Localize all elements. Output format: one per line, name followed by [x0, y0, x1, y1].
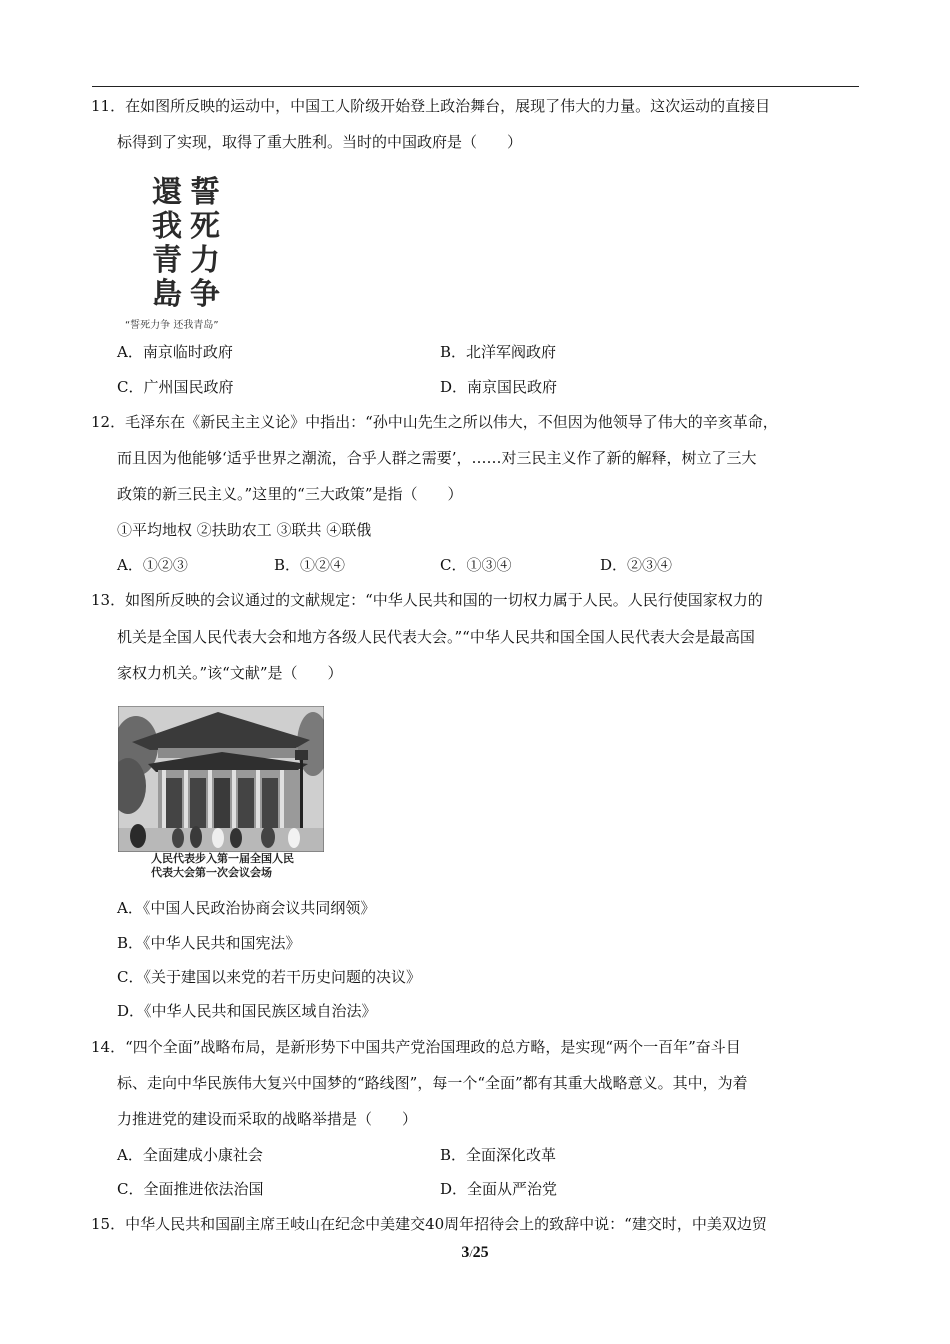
slogan-char: 誓	[190, 175, 220, 210]
slogan-char: 還	[152, 175, 182, 210]
header-rule	[92, 86, 859, 87]
slogan-column-left	[149, 176, 185, 312]
q14-option-d[interactable]: D．全面从严治党	[440, 1180, 558, 1198]
q11-option-a[interactable]: A．南京临时政府	[117, 343, 233, 361]
slogan-char: 我	[152, 209, 182, 244]
q13-option-b[interactable]: B．《中华人民共和国宪法》	[117, 934, 301, 952]
page-sep: /	[469, 1246, 473, 1260]
q12-option-b[interactable]: B．①②④	[274, 556, 346, 574]
q12-line-2: 而且因为他能够‘适乎世界之潮流，合乎人群之需要’，……对三民主义作了新的解释，树立了三大	[117, 449, 757, 467]
slogan-char: 争	[190, 277, 220, 312]
q11-line-2: 标得到了实现，取得了重大胜利。当时的中国政府是（ ）	[117, 133, 523, 151]
slogan-char: 青	[152, 243, 182, 278]
q12-line-1: 12．毛泽东在《新民主主义论》中指出：“孙中山先生之所以伟大，不但因为他领导了伟大的辛亥革命，	[91, 413, 778, 431]
q14-line-3: 力推进党的建设而采取的战略举措是（ ）	[117, 1110, 418, 1128]
slogan-char: 力	[190, 243, 220, 278]
hall-photo-caption-2: 代表大会第一次会议会场	[151, 866, 272, 879]
hall-photo-image	[118, 706, 324, 852]
q11-option-d[interactable]: D．南京国民政府	[440, 378, 558, 396]
page-current: 3	[461, 1244, 470, 1261]
q14-option-c[interactable]: C．全面推进依法治国	[117, 1180, 264, 1198]
q12-option-a[interactable]: A．①②③	[117, 556, 188, 574]
q13-option-d[interactable]: D．《中华人民共和国民族区域自治法》	[117, 1002, 377, 1020]
q13-line-3: 家权力机关。”该“文献”是（ ）	[117, 664, 343, 682]
q14-option-b[interactable]: B．全面深化改革	[440, 1146, 557, 1164]
page-number	[0, 1244, 950, 1262]
q12-line-3: 政策的新三民主义。”这里的“三大政策”是指（ ）	[117, 485, 463, 503]
q13-option-c[interactable]: C．《关于建国以来党的若干历史问题的决议》	[117, 968, 421, 986]
q14-line-1: 14．“四个全面”战略布局，是新形势下中国共产党治国理政的总方略，是实现“两个一百年”奋斗目	[91, 1038, 741, 1056]
slogan-char: 死	[190, 209, 220, 244]
q14-line-2: 标、走向中华民族伟大复兴中国梦的“路线图”，每一个“全面”都有其重大战略意义。其中，为着	[117, 1074, 748, 1092]
slogan-char: 島	[152, 277, 182, 312]
q11-option-c[interactable]: C．广州国民政府	[117, 378, 234, 396]
q11-option-b[interactable]: B．北洋军阀政府	[440, 343, 557, 361]
q14-option-a[interactable]: A．全面建成小康社会	[117, 1146, 263, 1164]
q15-line-1: 15．中华人民共和国副主席王岐山在纪念中美建交40周年招待会上的致辞中说：“建交时，中美双边贸	[91, 1215, 767, 1233]
q11-line-1: 11．在如图所反映的运动中，中国工人阶级开始登上政治舞台，展现了伟大的力量。这次运动的直接目	[91, 97, 771, 115]
q12-option-d[interactable]: D．②③④	[600, 556, 673, 574]
q13-line-1: 13．如图所反映的会议通过的文献规定：“中华人民共和国的一切权力属于人民。人民行使国家权力的	[91, 591, 763, 609]
page-total: 25	[472, 1244, 489, 1261]
q13-figure-hall-photo	[118, 706, 324, 882]
q12-option-c[interactable]: C．①③④	[440, 556, 512, 574]
q13-line-2: 机关是全国人民代表大会和地方各级人民代表大会。”“中华人民共和国全国人民代表大会是最高国	[117, 628, 755, 646]
hall-photo-caption-1: 人民代表步入第一届全国人民	[151, 852, 294, 865]
q12-items: ①平均地权 ②扶助农工 ③联共 ④联俄	[117, 521, 372, 539]
q11-figure-caption: “誓死力争 还我青岛”	[125, 320, 219, 331]
q13-option-a[interactable]: A．《中国人民政治协商会议共同纲领》	[117, 899, 376, 917]
q11-figure-slogan	[115, 170, 265, 335]
slogan-column-right	[187, 176, 223, 312]
